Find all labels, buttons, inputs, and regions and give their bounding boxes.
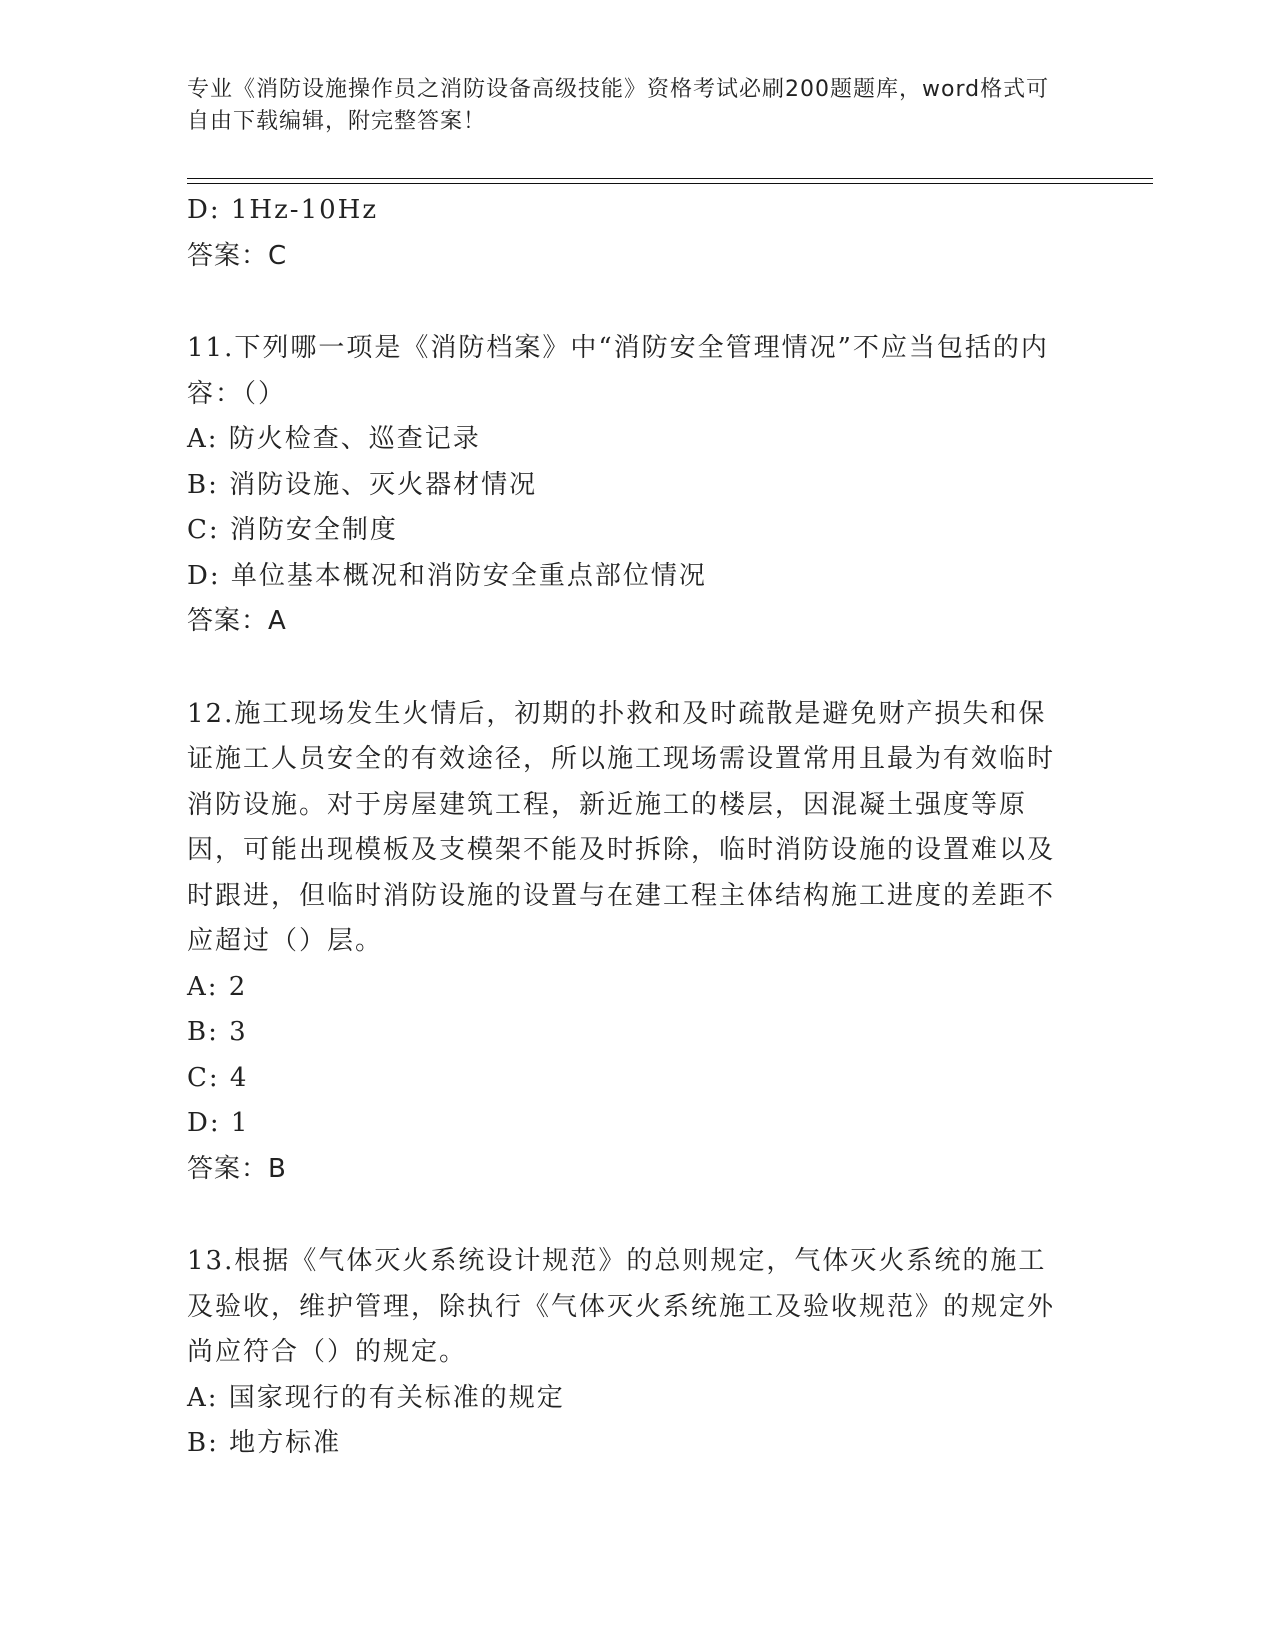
spacer bbox=[187, 1192, 1087, 1239]
header-divider-bottom bbox=[187, 183, 1153, 184]
spacer bbox=[187, 645, 1087, 692]
question-13-text: 13.根据《气体灭火系统设计规范》的总则规定，气体灭火系统的施工及验收，维护管理，除执行《气体灭火系统施工及验收规范》的规定外尚应符合（）的规定。 bbox=[187, 1246, 1056, 1367]
question-12-option-c: C: 4 bbox=[187, 1062, 249, 1093]
question-11-option-d: D: 单位基本概况和消防安全重点部位情况 bbox=[187, 560, 707, 591]
question-list bbox=[187, 188, 1087, 1467]
prev-answer: 答案：C bbox=[187, 240, 288, 271]
question-12-option-a: A: 2 bbox=[187, 971, 248, 1002]
question-11-text: 11.下列哪一项是《消防档案》中“消防安全管理情况”不应当包括的内容：（） bbox=[187, 333, 1049, 409]
question-11-option-a: A: 防火检查、巡查记录 bbox=[187, 424, 481, 454]
question-13-option-a: A: 国家现行的有关标准的规定 bbox=[187, 1382, 565, 1413]
spacer bbox=[187, 279, 1087, 326]
question-11-option-b: B: 消防设施、灭火器材情况 bbox=[187, 469, 538, 500]
question-12-option-b: B: 3 bbox=[187, 1017, 248, 1047]
page-header: 专业《消防设施操作员之消防设备高级技能》资格考试必刷200题题库，word格式可自由下载编辑，附完整答案！ bbox=[187, 77, 1050, 134]
header-divider-top bbox=[187, 178, 1153, 179]
question-12-answer: 答案：B bbox=[187, 1153, 287, 1184]
question-12-option-d: D: 1 bbox=[187, 1108, 250, 1138]
question-13-option-b: B: 地方标准 bbox=[187, 1428, 342, 1458]
question-11-answer: 答案：A bbox=[187, 606, 287, 636]
question-11-option-c: C: 消防安全制度 bbox=[187, 515, 398, 545]
question-12-text: 12.施工现场发生火情后，初期的扑救和及时疏散是避免财产损失和保证施工人员安全的有效途径，所以施工现场需设置常用且最为有效临时消防设施。对于房屋建筑工程，新近施工的楼层，因混凝土强度等原因，可能出现模板及支模架不能及时拆除，临时消防设施的设置难以及时跟进，但临时消防设施的设置与在建工程主体结构施工进度的差距不应超过（）层。 bbox=[187, 698, 1056, 956]
prev-option-d: D: 1Hz-10Hz bbox=[187, 195, 379, 225]
